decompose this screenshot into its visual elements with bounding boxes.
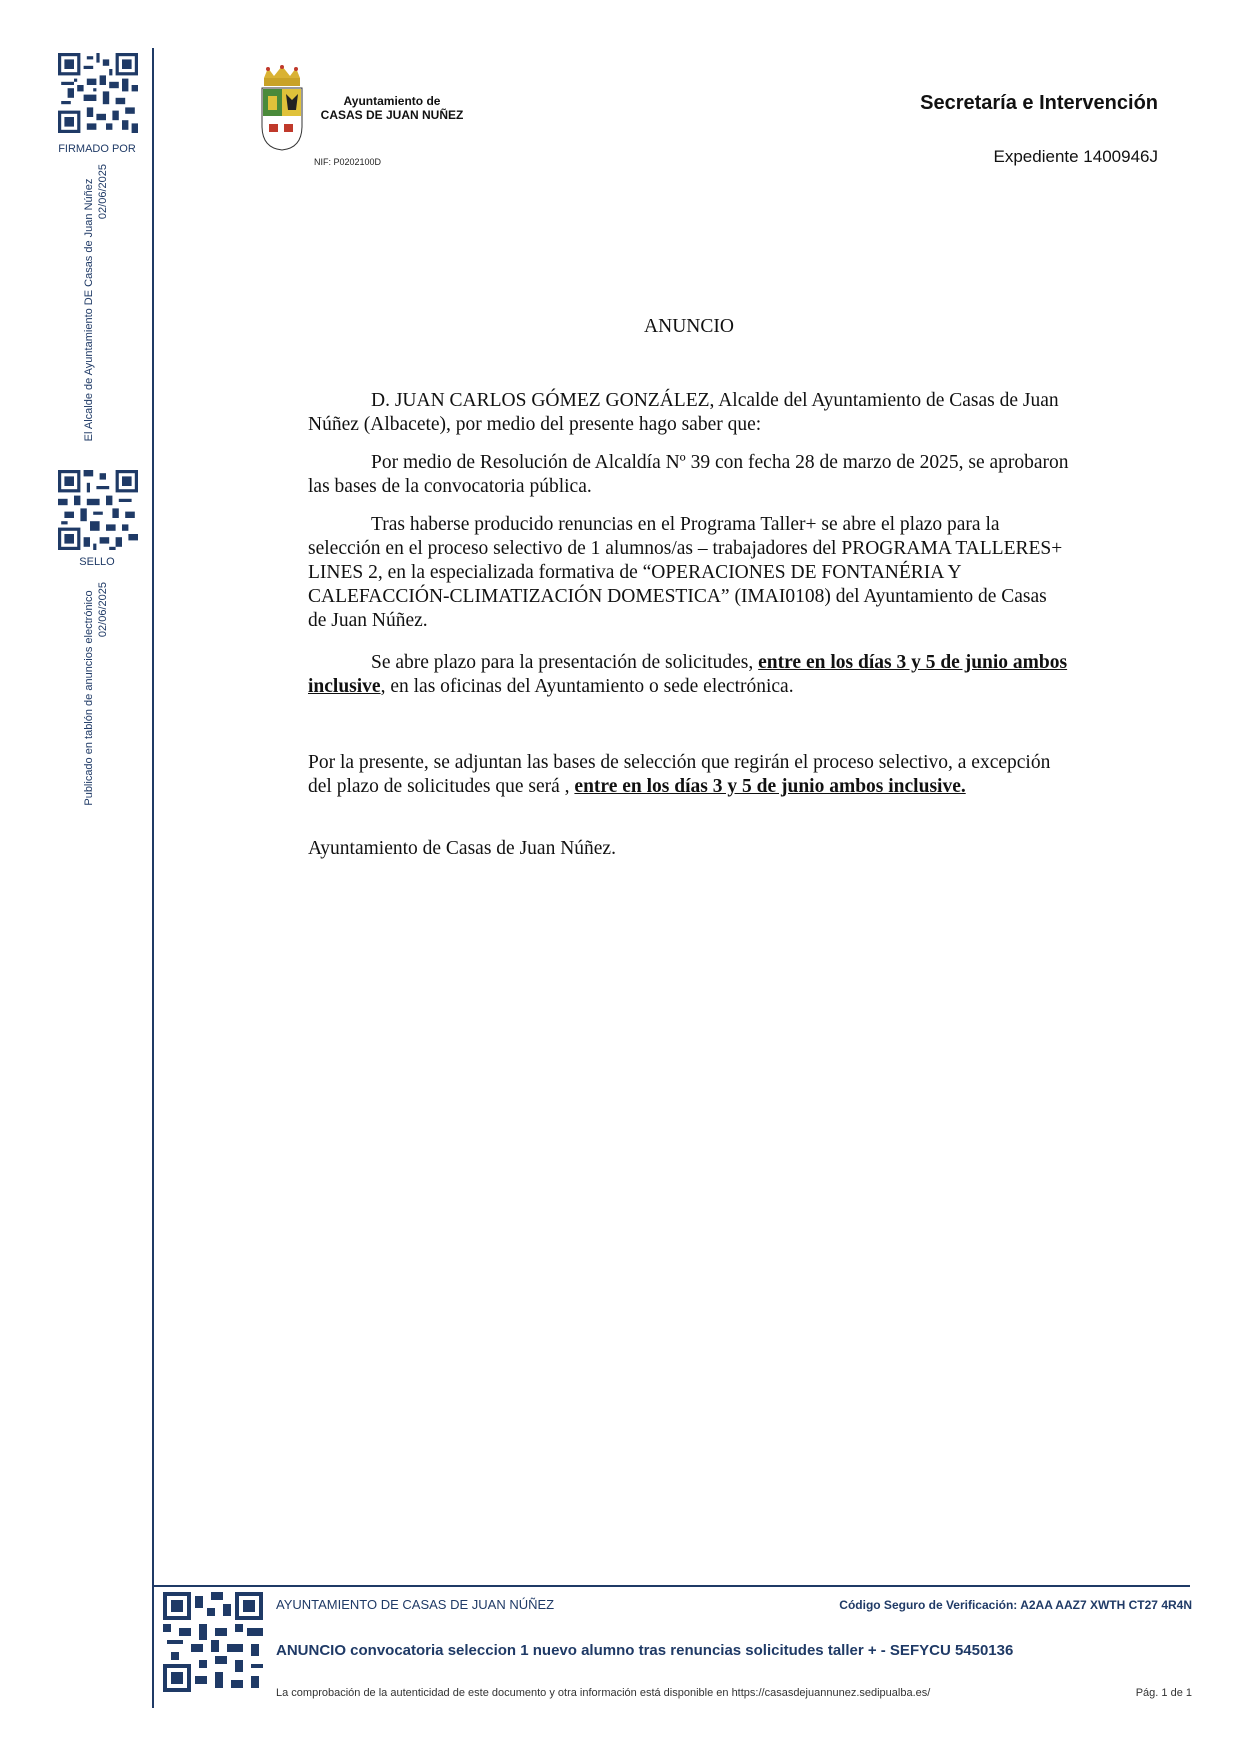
paragraph-2 [308, 451, 1070, 499]
document-title: ANUNCIO [644, 316, 734, 337]
signature-qr-code [58, 53, 138, 133]
paragraph-1 [308, 389, 1070, 437]
department-title: Secretaría e Intervención [920, 92, 1158, 114]
deadline-paragraph [308, 651, 1070, 699]
deadline-pre: Se abre plazo para la presentación de solicitudes, [371, 652, 759, 673]
footer-verification-note: La comprobación de la autenticidad de este documento y otra información está disponible en https://casasdejuannunez.sedipualba.es/ [276, 1687, 931, 1699]
resolution-paragraph: Por medio de Resolución de Alcaldía Nº 39 con fecha 28 de marzo de 2025, se aprobaron las bases de la convocatoria pública. [308, 452, 1069, 497]
bases-pre: Por la presente, se adjuntan las bases de selección que regirán el proceso selectivo, a excepción del plazo de solicitudes que será , [308, 752, 1051, 797]
municipality-name [312, 94, 472, 122]
program-paragraph: Tras haberse producido renuncias en el Programa Taller+ se abre el plazo para la selección en el proceso selectivo de 1 alumnos/as – trabajadores del PROGRAMA TALLERES+ LINES 2, en la especializada formativa de “OPERACIONES DE FONTANÉRIA Y CALEFACCIÓN-CLIMATIZACIÓN DOMESTICA” (IMAI0108) del Ayuntamiento de Casas de Juan Núñez. [308, 514, 1063, 631]
paragraph-4 [308, 651, 1070, 699]
footer-divider [152, 1585, 1190, 1587]
footer-entity: AYUNTAMIENTO DE CASAS DE JUAN NÚÑEZ [276, 1597, 555, 1612]
signed-by: El Alcalde de Ayuntamiento DE Casas de Juan Núñez [83, 178, 95, 442]
bases-paragraph [308, 751, 1070, 799]
footer-csv: Código Seguro de Verificación: A2AA AAZ7 XWTH CT27 4R4N [839, 1598, 1192, 1612]
published-in: Publicado en tablón de anuncios electrónico [83, 590, 95, 806]
footer-qr-code [163, 1592, 263, 1692]
intro-paragraph: D. JUAN CARLOS GÓMEZ GONZÁLEZ, Alcalde del Ayuntamiento de Casas de Juan Núñez (Albacete), por medio del presente hago saber que: [308, 390, 1059, 435]
paragraph-3 [308, 513, 1070, 633]
expediente-number: Expediente 1400946J [993, 147, 1158, 166]
nif: NIF: P0202100D [314, 157, 382, 167]
municipal-coat-of-arms [258, 64, 306, 152]
deadline-post: , en las oficinas del Ayuntamiento o sede electrónica. [380, 676, 794, 697]
deadline-highlight: entre en los días 3 y 5 de junio ambos inclusive [308, 652, 1068, 697]
signed-label: FIRMADO POR [58, 143, 136, 155]
signed-date: 02/06/2025 [97, 164, 109, 220]
seal-qr-code [58, 470, 138, 550]
footer-page-number: Pág. 1 de 1 [1135, 1687, 1192, 1699]
publication-info [82, 578, 110, 818]
bases-highlight: entre en los días 3 y 5 de junio ambos inclusive. [574, 776, 966, 797]
footer-document-title: ANUNCIO convocatoria seleccion 1 nuevo alumno tras renuncias solicitudes taller + - SEFYCU 5450136 [276, 1642, 1014, 1659]
municipality-line2: CASAS DE JUAN NUÑEZ [320, 108, 464, 122]
municipality-line1: Ayuntamiento de [343, 94, 441, 108]
side-divider [152, 48, 154, 1708]
paragraph-6 [308, 837, 1070, 861]
paragraph-5 [308, 751, 1070, 799]
published-date: 02/06/2025 [97, 582, 109, 638]
signature-info [82, 160, 110, 460]
closing-line: Ayuntamiento de Casas de Juan Núñez. [308, 838, 616, 859]
seal-label: SELLO [79, 556, 115, 568]
